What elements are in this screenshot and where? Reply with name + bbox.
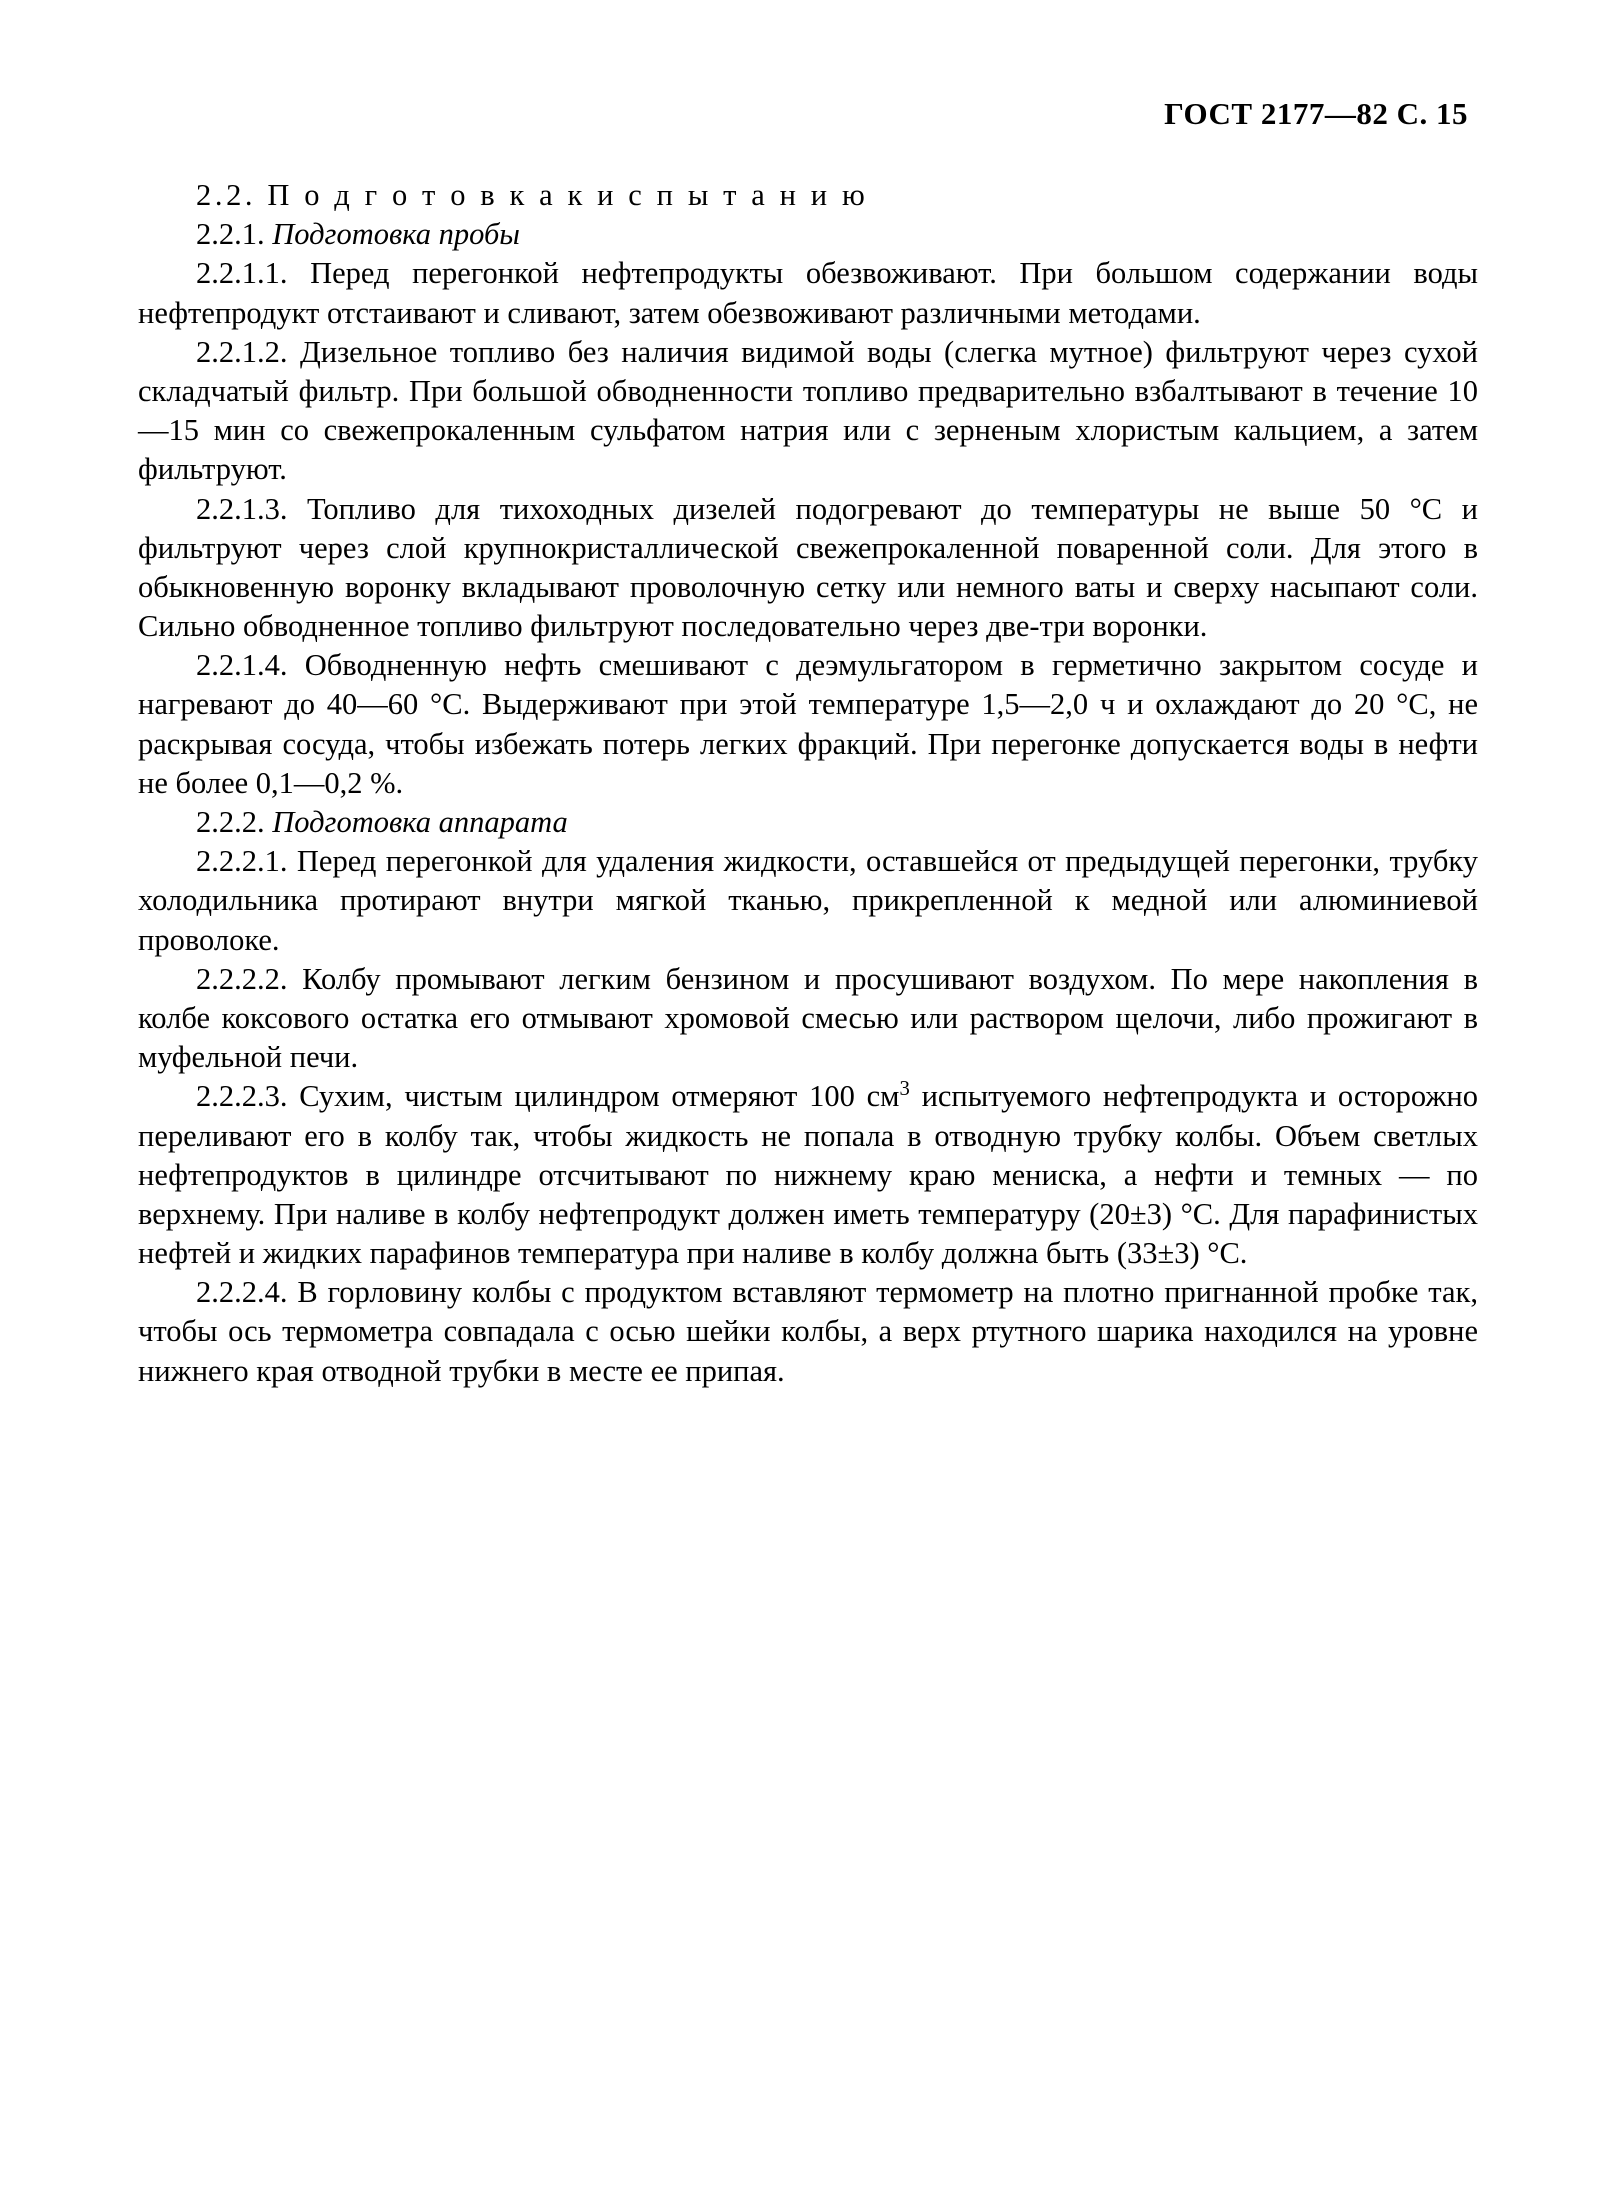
paragraph-2-2-1-2: 2.2.1.2. Дизельное топливо без наличия видимой воды (слегка мутное) фильтруют через сухой складчатый фильтр. При большой обводненности топливо предварительно взбалтывают в течение 10—15 мин со свежепрокаленным сульфатом натрия или с зерненым хлористым кальцием, а затем фильтруют. — [138, 334, 1478, 487]
clause-title: Подготовка аппарата — [272, 805, 568, 839]
section-heading-2-2: 2.2. П о д г о т о в к а к и с п ы т а н и ю — [196, 178, 869, 212]
subsection-heading-2-2-2 — [138, 803, 1478, 842]
paragraph-2-2-2-2: 2.2.2.2. Колбу промывают легким бензином и просушивают воздухом. По мере накопления в колбе коксового остатка его отмывают хромовой смесью или раствором щелочи, либо прожигают в муфельной печи. — [138, 961, 1478, 1075]
paragraph-text-after-sup: испытуемого нефтепродукта и осторожно переливают его в колбу так, чтобы жидкость не попала в отводную трубку колбы. Объем светлых нефтепродуктов в цилиндре отсчитывают по нижнему краю мениска, а нефти и темных — по верхнему. При наливе в колбу нефтепродукт должен иметь температуру (20±3) °С. Для парафинистых нефтей и жидких парафинов температура при наливе в колбу должна быть (33±3) °С. — [138, 1079, 1478, 1271]
clause-number: 2.2.1. — [196, 217, 273, 252]
clause-title: Подготовка пробы — [272, 217, 520, 252]
paragraph-2-2-1-4: 2.2.1.4. Обводненную нефть смешивают с деэмульгатором в герметично закрытом сосуде и нагревают до 40—60 °С. Выдерживают при этой температуре 1,5—2,0 ч и охлаждают до 20 °С, не раскрывая сосуда, чтобы избежать потерь легких фракций. При перегонке допускается воды в нефти не более 0,1—0,2 %. — [138, 648, 1478, 800]
paragraph-2-2-1-1: 2.2.1.1. Перед перегонкой нефтепродукты обезвоживают. При большом содержании воды нефтепродукт отстаивают и сливают, затем обезвоживают различными методами. — [138, 256, 1478, 330]
superscript-cubic: 3 — [899, 1078, 910, 1101]
subsection-heading-2-2-1 — [138, 215, 1478, 254]
paragraph-2-2-2-1: 2.2.2.1. Перед перегонкой для удаления жидкости, оставшейся от предыдущей перегонки, трубку холодильника протирают внутри мягкой тканью, прикрепленной к медной или алюминиевой проволоке. — [138, 844, 1478, 957]
paragraph-2-2-2-4: 2.2.2.4. В горловину колбы с продуктом вставляют термометр на плотно пригнанной пробке так, чтобы ось термометра совпадала с осью шейки колбы, а верх ртутного шарика находился на уровне нижнего края отводной трубки в месте ее припая. — [138, 1275, 1478, 1388]
document-body — [138, 176, 1478, 1391]
paragraph-2-2-2-3 — [138, 1077, 1478, 1273]
clause-number: 2.2.2. — [196, 805, 273, 839]
page-header: ГОСТ 2177—82 С. 15 — [1164, 96, 1468, 131]
paragraph-text-before-sup: 2.2.2.3. Сухим, чистым цилиндром отмеряют 100 см — [196, 1079, 900, 1114]
paragraph-2-2-1-3: 2.2.1.3. Топливо для тихоходных дизелей подогревают до температуры не выше 50 °С и фильтруют через слой крупнокристаллической свежепрокаленной поваренной соли. Для этого в обыкновенную воронку вкладывают проволочную сетку или немного ваты и сверху насыпают соли. Сильно обводненное топливо фильтруют последовательно через две-три воронки. — [138, 491, 1478, 644]
